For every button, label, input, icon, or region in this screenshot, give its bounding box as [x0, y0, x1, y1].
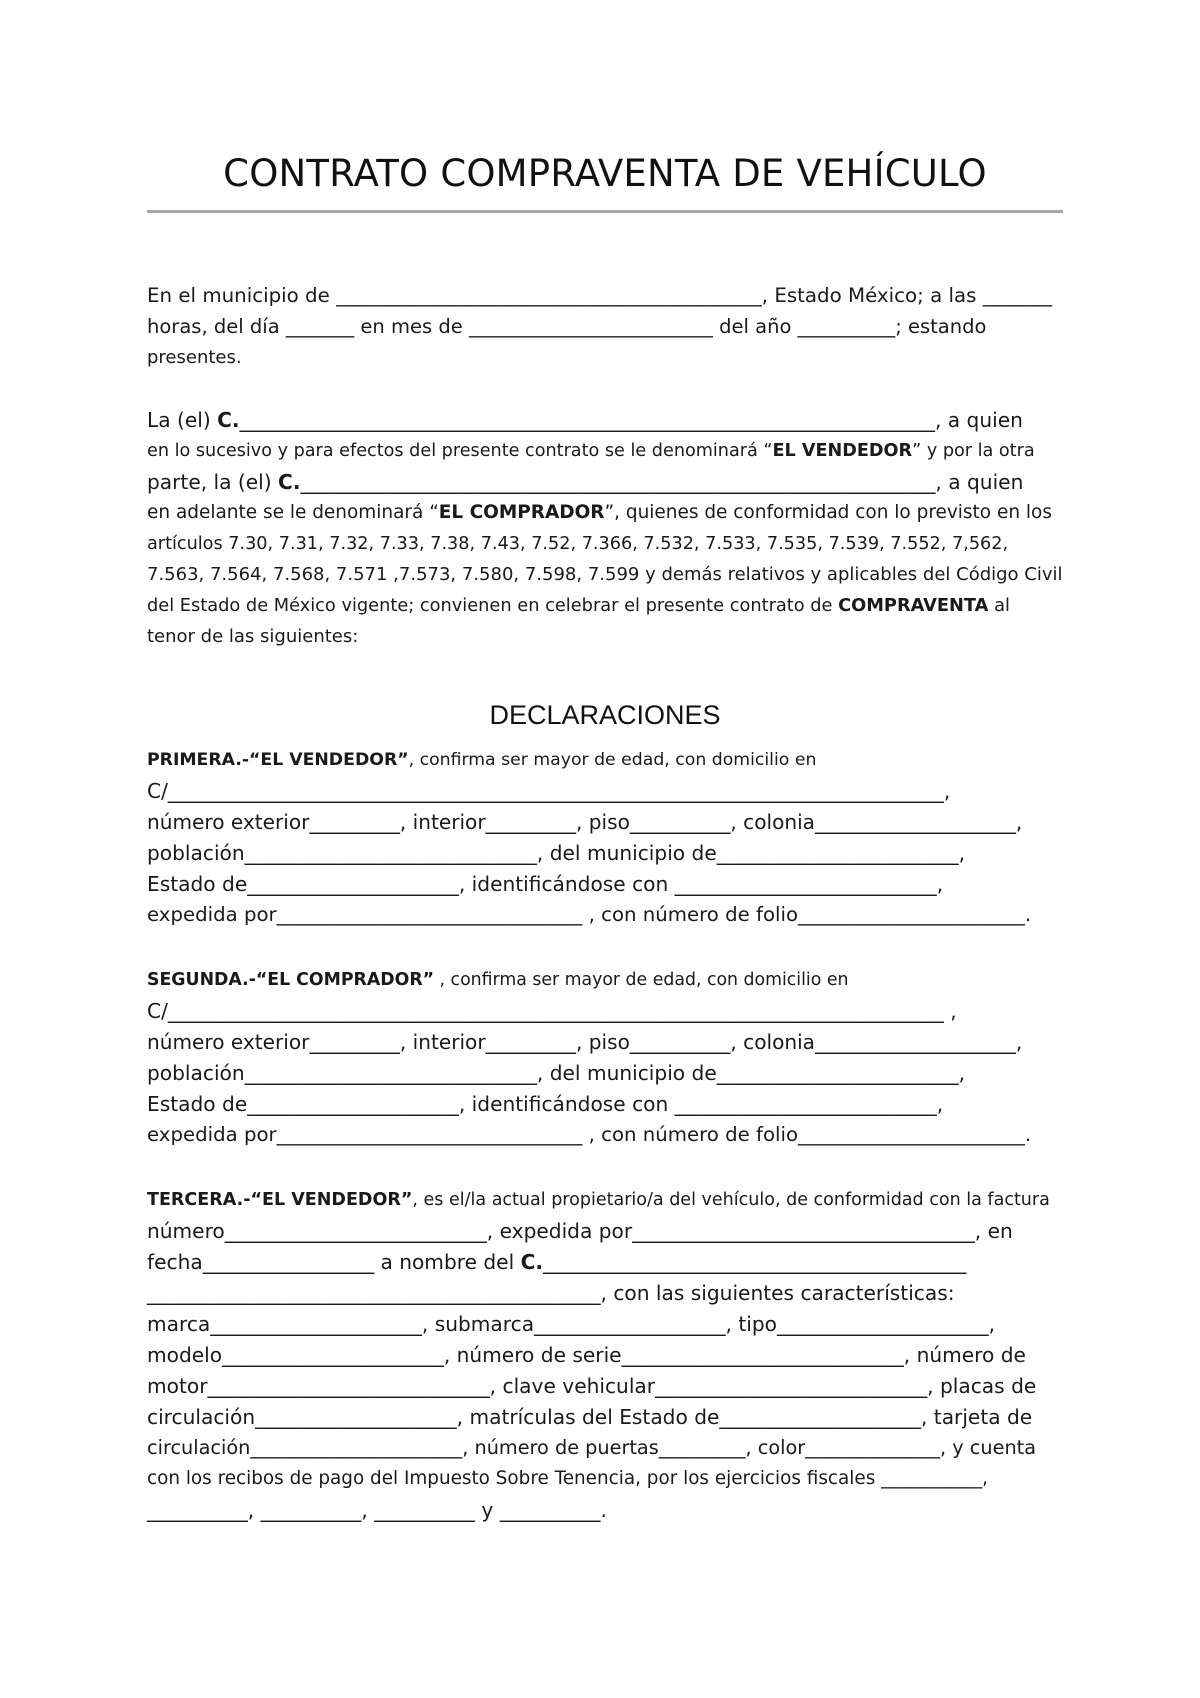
parties-text: , a quien [934, 408, 1023, 432]
title-divider [147, 210, 1063, 213]
document-title: CONTRATO COMPRAVENTA DE VEHÍCULO [223, 152, 987, 195]
segunda-line-6 [147, 1123, 1031, 1147]
parties-line-4 [147, 501, 1052, 525]
clause-text: con los recibos de pago del Impuesto Sobre Tenencia, por los ejercicios fiscales ___________, [147, 1468, 989, 1489]
parties-text-bold: C. [217, 408, 240, 432]
clause-label-tercera: TERCERA.-“EL VENDEDOR” [147, 1190, 413, 1210]
clause-text: expedida por_______________________________ , con número de folio_______________________. [147, 903, 1032, 926]
parties-text: artículos 7.30, 7.31, 7.32, 7.33, 7.38, 7.43, 7.52, 7.366, 7.532, 7.533, 7.535, 7.539, 7.552, 7,562, [147, 534, 1009, 554]
clause-text: número exterior_________, interior_________, piso__________, colonia____________________, [147, 810, 1023, 834]
clause-text: Estado de_____________________, identificándose con __________________________, [147, 872, 944, 896]
parties-text-bold: COMPRAVENTA [838, 595, 989, 616]
clause-text: número exterior_________, interior_________, piso__________, colonia____________________, [147, 1030, 1023, 1054]
parties-text: ” y por la otra [912, 441, 1035, 461]
clause-text: marca_____________________, submarca___________________, tipo_____________________, [147, 1312, 996, 1336]
parties-text: ”, quienes de conformidad con lo previsto en los [604, 502, 1052, 523]
primera-line-1 [147, 748, 816, 772]
intro-text: En el municipio de [147, 284, 337, 307]
clause-label-primera: PRIMERA.-“EL VENDEDOR” [147, 750, 409, 770]
primera-line-2 [147, 779, 950, 803]
parties-text-bold: EL VENDEDOR [772, 441, 913, 461]
primera-line-3 [147, 810, 1022, 834]
blank-anio: __________ [797, 315, 896, 338]
clause-text: , confirma ser mayor de edad, con domicilio en [434, 970, 849, 990]
primera-line-6 [147, 903, 1031, 927]
parties-line-3 [147, 470, 1023, 494]
segunda-line-1 [147, 968, 848, 992]
blank-vendedor-nombre: _____________________________________________________________________ [239, 408, 935, 432]
tercera-line-11 [147, 1498, 607, 1522]
parties-text: , a quien [935, 470, 1024, 494]
clause-text: número__________________________, expedida por__________________________________, en [147, 1219, 1013, 1243]
clause-text-bold: C. [520, 1250, 544, 1274]
clause-text: población_____________________________, del municipio de________________________, [147, 841, 966, 865]
parties-text: en lo sucesivo y para efectos del presente contrato se le denominará “ [147, 441, 773, 461]
parties-line-8 [147, 625, 358, 649]
primera-line-5 [147, 872, 943, 896]
parties-line-1 [147, 408, 1023, 432]
intro-line-1 [147, 284, 1052, 308]
parties-text: del Estado de México vigente; convienen en celebrar el presente contrato de [147, 595, 839, 616]
intro-text: del año [712, 315, 798, 338]
blank-municipio: ___________________________________________ [336, 284, 762, 307]
clause-text: fecha_________________ a nombre del [147, 1250, 521, 1274]
clause-text: C/_____________________________________________________________________________, [147, 779, 951, 803]
intro-text: presentes. [147, 347, 242, 368]
parties-line-5 [147, 532, 1008, 556]
clause-text: __________________________________________ [543, 1250, 967, 1274]
parties-text: parte, la (el) [147, 470, 279, 494]
parties-text: 7.563, 7.564, 7.568, 7.571 ,7.573, 7.580, 7.598, 7.599 y demás relativos y aplicables del Código Civil [147, 564, 1063, 585]
intro-text: horas, del día [147, 315, 286, 338]
clause-text: Estado de_____________________, identificándose con __________________________, [147, 1092, 944, 1116]
tercera-line-8 [147, 1405, 1032, 1429]
blank-hora: _______ [982, 284, 1053, 307]
primera-line-4 [147, 841, 965, 865]
clause-text: circulación______________________, número de puertas_________, color______________, y cuenta [147, 1436, 1037, 1459]
tercera-line-2 [147, 1219, 1013, 1243]
parties-text: al [988, 595, 1010, 616]
parties-text-bold: C. [278, 470, 301, 494]
tercera-line-6 [147, 1343, 1026, 1367]
parties-line-6 [147, 563, 1063, 587]
segunda-line-3 [147, 1030, 1022, 1054]
clause-label-segunda: SEGUNDA.-“EL COMPRADOR” [147, 970, 435, 990]
intro-text: , Estado México; a las [761, 284, 983, 307]
clause-text: _____________________________________________, con las siguientes características: [147, 1281, 955, 1305]
blank-dia: _______ [285, 315, 355, 338]
tercera-line-10 [147, 1467, 988, 1491]
blank-mes: _________________________ [468, 315, 713, 338]
intro-text: ; estando [895, 315, 987, 338]
tercera-line-1 [147, 1188, 1050, 1212]
clause-text: , confirma ser mayor de edad, con domicilio en [408, 750, 817, 770]
intro-line-2 [147, 315, 986, 339]
intro-text: en mes de [354, 315, 469, 338]
segunda-line-4 [147, 1061, 965, 1085]
parties-line-2 [147, 439, 1035, 463]
parties-text-bold: EL COMPRADOR [438, 502, 605, 523]
clause-text: población_____________________________, del municipio de________________________, [147, 1061, 966, 1085]
intro-line-3 [147, 346, 242, 370]
section-heading-declaraciones: DECLARACIONES [489, 700, 721, 730]
tercera-line-3 [147, 1250, 966, 1274]
parties-line-7 [147, 594, 1010, 618]
tercera-line-9 [147, 1436, 1036, 1460]
parties-text: en adelante se le denominará “ [147, 502, 439, 523]
clause-text: circulación____________________, matrículas del Estado de____________________, tarjeta de [147, 1405, 1033, 1429]
clause-text: , es el/la actual propietario/a del vehículo, de conformidad con la factura [412, 1190, 1050, 1210]
clause-text: __________, __________, __________ y __________. [147, 1498, 607, 1522]
tercera-line-5 [147, 1312, 995, 1336]
parties-text: La (el) [147, 408, 218, 432]
segunda-line-2 [147, 999, 957, 1023]
tercera-line-7 [147, 1374, 1036, 1398]
clause-text: motor____________________________, clave vehicular___________________________, placas de [147, 1374, 1037, 1398]
clause-text: C/_____________________________________________________________________________ , [147, 999, 957, 1023]
parties-text: tenor de las siguientes: [147, 626, 359, 647]
blank-comprador-nombre: _______________________________________________________________ [300, 470, 936, 494]
tercera-line-4 [147, 1281, 955, 1305]
segunda-line-5 [147, 1092, 943, 1116]
clause-text: modelo______________________, número de serie____________________________, número de [147, 1343, 1026, 1367]
clause-text: expedida por_______________________________ , con número de folio_______________________. [147, 1123, 1032, 1146]
